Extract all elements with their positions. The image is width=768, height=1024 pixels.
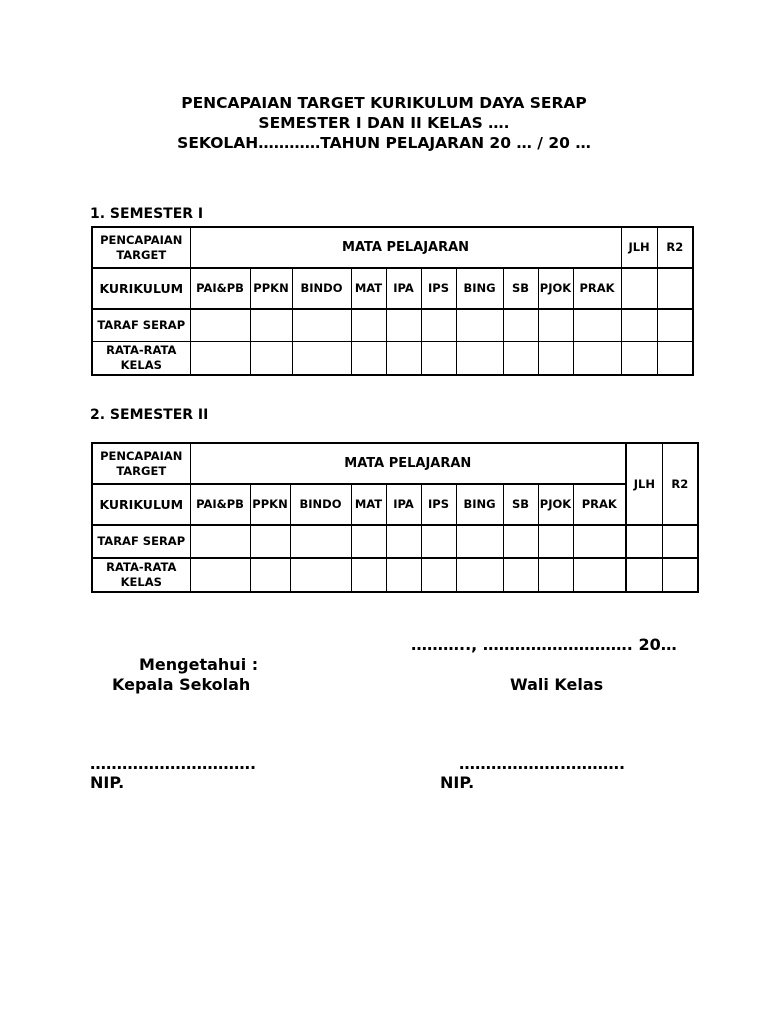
empty-cell <box>456 309 503 342</box>
title-line-1: PENCAPAIAN TARGET KURIKULUM DAYA SERAP <box>181 94 587 112</box>
empty-cell <box>626 558 662 592</box>
header-pencapaian-target: PENCAPAIAN TARGET <box>92 443 190 484</box>
empty-cell <box>657 268 693 309</box>
signature-dots-left: …………………………. <box>90 754 257 773</box>
subject-header: IPA <box>386 268 421 309</box>
empty-cell <box>190 558 250 592</box>
title-line-3: SEKOLAH…………TAHUN PELAJARAN 20 … / 20 … <box>177 134 591 152</box>
header-jlh: JLH <box>626 443 662 525</box>
row-label-taraf-serap: TARAF SERAP <box>92 525 190 558</box>
empty-cell <box>290 525 351 558</box>
subject-header: IPA <box>386 484 421 525</box>
empty-cell <box>190 525 250 558</box>
subject-header: SB <box>503 484 538 525</box>
semester-1-table <box>91 226 694 376</box>
subject-header: PAI&PB <box>190 268 250 309</box>
subject-header: BINDO <box>290 484 351 525</box>
empty-cell <box>662 558 698 592</box>
empty-cell <box>250 342 292 376</box>
empty-cell <box>421 558 456 592</box>
empty-cell <box>386 558 421 592</box>
empty-cell <box>386 342 421 376</box>
date-line: ……….., ………………………. 20… <box>411 635 677 654</box>
kepala-sekolah-label: Kepala Sekolah <box>112 675 251 694</box>
empty-cell <box>538 558 573 592</box>
subject-header: IPS <box>421 484 456 525</box>
empty-cell <box>503 558 538 592</box>
empty-cell <box>538 525 573 558</box>
row-label-taraf-serap: TARAF SERAP <box>92 309 190 342</box>
empty-cell <box>456 342 503 376</box>
subject-header: PJOK <box>538 484 573 525</box>
empty-cell <box>657 342 693 376</box>
semester-2-label: 2. SEMESTER II <box>90 407 209 423</box>
empty-cell <box>456 558 503 592</box>
empty-cell <box>503 342 538 376</box>
row-label-rata-rata-kelas: RATA-RATA KELAS <box>92 558 190 592</box>
empty-cell <box>250 309 292 342</box>
subject-header: PJOK <box>538 268 573 309</box>
subject-header: BING <box>456 268 503 309</box>
empty-cell <box>421 525 456 558</box>
empty-cell <box>573 525 626 558</box>
empty-cell <box>573 309 621 342</box>
empty-cell <box>662 525 698 558</box>
subject-header: PAI&PB <box>190 484 250 525</box>
subject-header: IPS <box>421 268 456 309</box>
header-kurikulum: KURIKULUM <box>92 268 190 309</box>
empty-cell <box>190 309 250 342</box>
empty-cell <box>292 342 351 376</box>
header-mata-pelajaran: MATA PELAJARAN <box>190 443 626 484</box>
empty-cell <box>250 525 290 558</box>
document-title <box>0 93 768 153</box>
row-label-rata-rata-kelas: RATA-RATA KELAS <box>92 342 190 376</box>
subject-header: SB <box>503 268 538 309</box>
subject-header: MAT <box>351 484 386 525</box>
empty-cell <box>351 342 386 376</box>
header-pencapaian-target: PENCAPAIAN TARGET <box>92 227 190 268</box>
empty-cell <box>621 268 657 309</box>
empty-cell <box>573 342 621 376</box>
nip-left: NIP. <box>90 773 125 792</box>
title-line-2: SEMESTER I DAN II KELAS …. <box>258 114 510 132</box>
empty-cell <box>292 309 351 342</box>
wali-kelas-label: Wali Kelas <box>510 675 604 694</box>
signature-dots-right: …………………………. <box>459 754 626 773</box>
empty-cell <box>503 525 538 558</box>
mengetahui-label: Mengetahui : <box>139 655 259 674</box>
empty-cell <box>626 525 662 558</box>
header-jlh: JLH <box>621 227 657 268</box>
semester-2-table <box>91 442 699 593</box>
empty-cell <box>290 558 351 592</box>
empty-cell <box>386 525 421 558</box>
empty-cell <box>657 309 693 342</box>
nip-right: NIP. <box>440 773 475 792</box>
header-kurikulum: KURIKULUM <box>92 484 190 525</box>
subject-header: PPKN <box>250 268 292 309</box>
empty-cell <box>456 525 503 558</box>
empty-cell <box>351 309 386 342</box>
empty-cell <box>421 309 456 342</box>
semester-1-label: 1. SEMESTER I <box>90 206 204 222</box>
subject-header: PPKN <box>250 484 290 525</box>
empty-cell <box>421 342 456 376</box>
subject-header: PRAK <box>573 484 626 525</box>
empty-cell <box>621 309 657 342</box>
subject-header: BING <box>456 484 503 525</box>
empty-cell <box>621 342 657 376</box>
empty-cell <box>538 309 573 342</box>
empty-cell <box>351 525 386 558</box>
empty-cell <box>351 558 386 592</box>
header-r2: R2 <box>657 227 693 268</box>
header-r2: R2 <box>662 443 698 525</box>
subject-header: PRAK <box>573 268 621 309</box>
empty-cell <box>386 309 421 342</box>
empty-cell <box>190 342 250 376</box>
subject-header: MAT <box>351 268 386 309</box>
empty-cell <box>503 309 538 342</box>
empty-cell <box>573 558 626 592</box>
header-mata-pelajaran: MATA PELAJARAN <box>190 227 621 268</box>
empty-cell <box>250 558 290 592</box>
empty-cell <box>538 342 573 376</box>
subject-header: BINDO <box>292 268 351 309</box>
